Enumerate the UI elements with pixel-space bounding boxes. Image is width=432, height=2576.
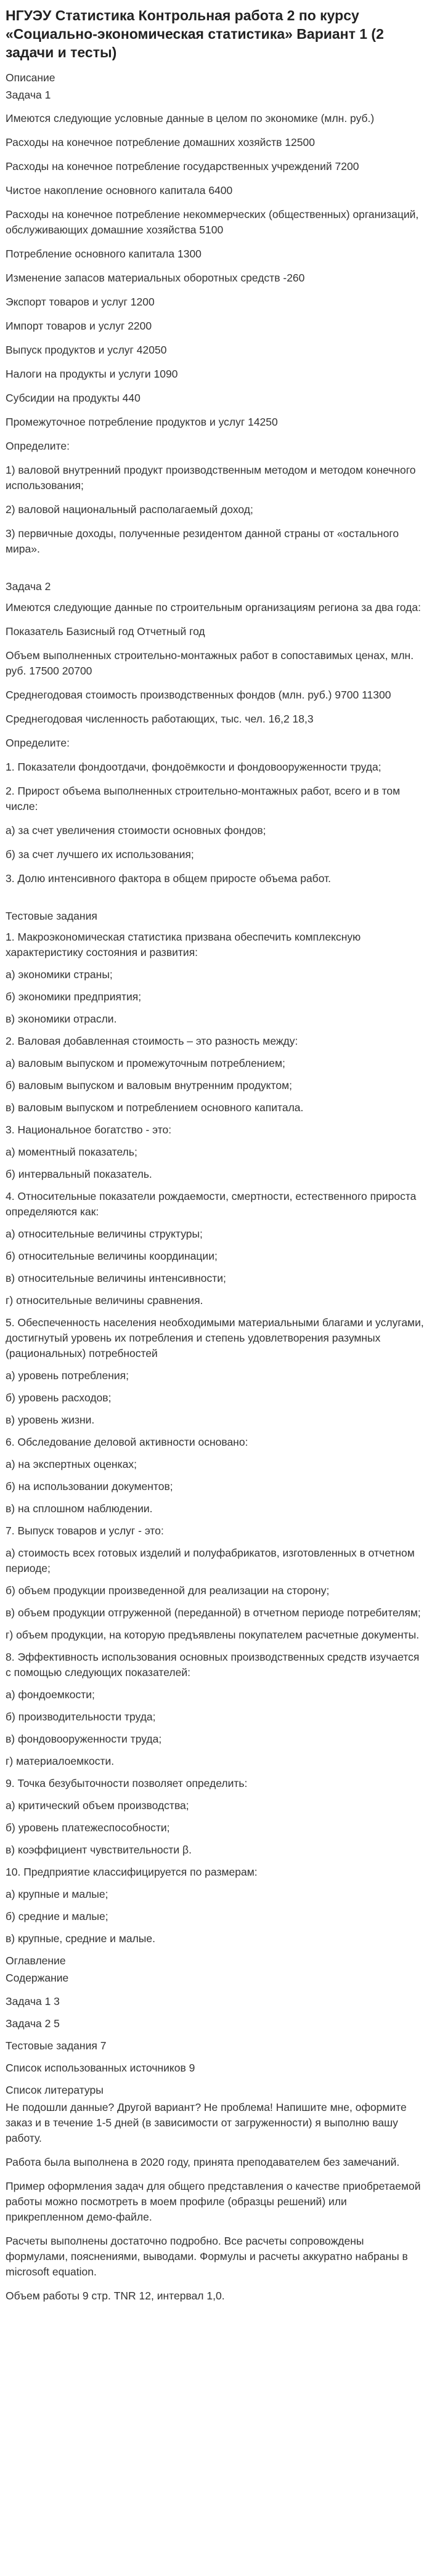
toc-content-label: Содержание <box>6 1972 69 1984</box>
test-option: г) относительные величины сравнения. <box>6 1294 203 1306</box>
test-option: г) объем продукции, на которую предъявлены покупателем расчетные документы. <box>6 1629 420 1641</box>
task1-data-line: Потребление основного капитала 1300 <box>6 248 202 260</box>
test-option: а) моментный показатель; <box>6 1146 137 1158</box>
test-option: в) на сплошном наблюдении. <box>6 1502 153 1515</box>
test-option: а) валовым выпуском и промежуточным потреблением; <box>6 1057 285 1069</box>
document-title: НГУЭУ Статистика Контрольная работа 2 по курсу «Социально-экономическая статистика» Вариант 1 (2 задачи и тесты) <box>6 7 384 60</box>
task1-determine-label: Определите: <box>6 440 70 452</box>
test-question: 10. Предприятие классифицируется по размерам: <box>6 1866 258 1878</box>
test-option: в) объем продукции отгруженной (переданной) в отчетном периоде потребителям; <box>6 1606 421 1619</box>
test-question: 3. Национальное богатство - это: <box>6 1124 172 1136</box>
toc-item: Тестовые задания 7 <box>6 2039 107 2052</box>
footer-paragraph: Работа была выполнена в 2020 году, принята преподавателем без замечаний. <box>6 2156 400 2168</box>
test-option: в) коэффициент чувствительности β. <box>6 1844 192 1856</box>
task1-question: 3) первичные доходы, полученные резидентом данной страны от «остального мира». <box>6 527 399 555</box>
test-question: 8. Эффективность использования основных производственных средств изучается с помощью следующих показателей: <box>6 1651 420 1679</box>
footer-paragraph: Пример оформления задач для общего представления о качестве приобретаемой работы можно посмотреть в моем профиле (образцы решений) или прикрепленном демо-файле. <box>6 2180 421 2223</box>
toc-item: Задача 2 5 <box>6 2017 60 2030</box>
task2-intro: Имеются следующие данные по строительным организациям региона за два года: <box>6 601 421 614</box>
task1-data-line: Расходы на конечное потребление домашних хозяйств 12500 <box>6 136 315 148</box>
test-option: б) уровень платежеспособности; <box>6 1821 170 1834</box>
test-question: 5. Обеспеченность населения необходимыми материальными благами и услугами, достигнутый уровень их потребления и степень удовлетворения разумных (рациональных) потребностей <box>6 1316 424 1359</box>
test-option: б) интервальный показатель. <box>6 1168 152 1180</box>
test-question: 9. Точка безубыточности позволяет определить: <box>6 1777 248 1789</box>
test-option: а) стоимость всех готовых изделий и полуфабрикатов, изготовленных в отчетном периоде; <box>6 1547 415 1574</box>
test-option: а) критический объем производства; <box>6 1799 189 1812</box>
task2-table-row: Среднегодовая стоимость производственных фондов (млн. руб.) 9700 11300 <box>6 689 391 701</box>
footer-notes <box>6 2100 426 2304</box>
task1-data-line: Чистое накопление основного капитала 6400 <box>6 184 233 196</box>
task1-question: 2) валовой национальный располагаемый доход; <box>6 503 253 516</box>
task2-table-row: Объем выполненных строительно-монтажных работ в сопоставимых ценах, млн. руб. 17500 20700 <box>6 649 414 677</box>
test-option: а) относительные величины структуры; <box>6 1228 203 1240</box>
task2-table-row: Среднегодовая численность работающих, тыс. чел. 16,2 18,3 <box>6 713 314 725</box>
task1-data-line: Расходы на конечное потребление государственных учреждений 7200 <box>6 160 359 172</box>
task1-data-line: Изменение запасов материальных оборотных средств -260 <box>6 272 305 284</box>
task1-question: 1) валовой внутренний продукт производственным методом и методом конечного использования; <box>6 464 416 492</box>
toc-item: Задача 1 3 <box>6 1995 60 2007</box>
task2-body <box>6 600 426 886</box>
task1-body <box>6 111 426 557</box>
task2-heading: Задача 2 <box>6 580 51 593</box>
task2-question: 2. Прирост объема выполненных строительно-монтажных работ, всего и в том числе: <box>6 785 401 812</box>
task1-data-line: Импорт товаров и услуг 2200 <box>6 320 152 332</box>
footer-paragraph: Расчеты выполнены достаточно подробно. Все расчеты сопровождены формулами, пояснениями, выводами. Формулы и расчеты аккуратно набраны в microsoft equation. <box>6 2235 408 2278</box>
task2-question: 3. Долю интенсивного фактора в общем приросте объема работ. <box>6 872 331 885</box>
tests-body <box>6 930 426 1946</box>
task1-data-line: Промежуточное потребление продуктов и услуг 14250 <box>6 416 278 428</box>
task2-determine-label: Определите: <box>6 737 70 749</box>
test-option: в) уровень жизни. <box>6 1414 95 1426</box>
test-option: а) экономики страны; <box>6 968 113 981</box>
test-option: а) на экспертных оценках; <box>6 1458 137 1470</box>
test-question: 6. Обследование деловой активности основано: <box>6 1436 248 1448</box>
test-question: 7. Выпуск товаров и услуг - это: <box>6 1525 164 1537</box>
task2-question: 1. Показатели фондоотдачи, фондоёмкости и фондовооруженности труда; <box>6 761 381 773</box>
test-option: б) средние и малые; <box>6 1910 108 1922</box>
task2-question: а) за счет увеличения стоимости основных фондов; <box>6 824 266 836</box>
task1-data-line: Субсидии на продукты 440 <box>6 392 141 404</box>
bibliography-label: Список литературы <box>6 2084 104 2096</box>
test-option: б) валовым выпуском и валовым внутренним продуктом; <box>6 1079 292 1092</box>
test-option: б) уровень расходов; <box>6 1391 112 1404</box>
test-question: 4. Относительные показатели рождаемости, смертности, естественного прироста определяются как: <box>6 1190 417 1218</box>
task1-data-line: Расходы на конечное потребление некоммерческих (общественных) организаций, обслуживающих домашние хозяйства 5100 <box>6 208 419 236</box>
test-question: 2. Валовая добавленная стоимость – это разность между: <box>6 1035 298 1047</box>
task1-heading: Задача 1 <box>6 89 51 101</box>
test-option: б) экономики предприятия; <box>6 990 142 1003</box>
toc-title: Оглавление <box>6 1954 66 1967</box>
test-option: б) на использовании документов; <box>6 1480 173 1493</box>
description-label: Описание <box>6 71 55 84</box>
task1-data-line: Налоги на продукты и услуги 1090 <box>6 368 178 380</box>
test-option: в) крупные, средние и малые. <box>6 1932 155 1945</box>
footer-paragraph: Объем работы 9 стр. TNR 12, интервал 1,0. <box>6 2290 225 2302</box>
footer-paragraph: Не подошли данные? Другой вариант? Не проблема! Напишите мне, оформите заказ и в течение 1-5 дней (в зависимости от загруженности) я выполню вашу работу. <box>6 2101 407 2144</box>
test-option: а) крупные и малые; <box>6 1888 108 1900</box>
test-option: в) относительные величины интенсивности; <box>6 1272 226 1284</box>
test-option: а) фондоемкости; <box>6 1688 95 1701</box>
test-option: в) фондовооруженности труда; <box>6 1733 162 1745</box>
test-option: в) валовым выпуском и потреблением основного капитала. <box>6 1101 304 1114</box>
test-option: б) относительные величины координации; <box>6 1250 218 1262</box>
test-option: б) объем продукции произведенной для реализации на сторону; <box>6 1584 330 1597</box>
table-of-contents <box>6 1953 426 2076</box>
task2-table-header: Показатель Базисный год Отчетный год <box>6 625 205 638</box>
task1-data-line: Экспорт товаров и услуг 1200 <box>6 296 155 308</box>
test-question: 1. Макроэкономическая статистика призвана обеспечить комплексную характеристику состояния и развития: <box>6 931 361 958</box>
task2-question: б) за счет лучшего их использования; <box>6 848 194 861</box>
test-option: б) производительности труда; <box>6 1711 156 1723</box>
test-option: а) уровень потребления; <box>6 1369 129 1382</box>
test-option: г) материалоемкости. <box>6 1755 115 1767</box>
test-option: в) экономики отрасли. <box>6 1013 117 1025</box>
task1-intro: Имеются следующие условные данные в целом по экономике (млн. руб.) <box>6 112 375 124</box>
toc-item: Список использованных источников 9 <box>6 2062 195 2074</box>
tests-heading: Тестовые задания <box>6 910 97 922</box>
task1-data-line: Выпуск продуктов и услуг 42050 <box>6 344 167 356</box>
